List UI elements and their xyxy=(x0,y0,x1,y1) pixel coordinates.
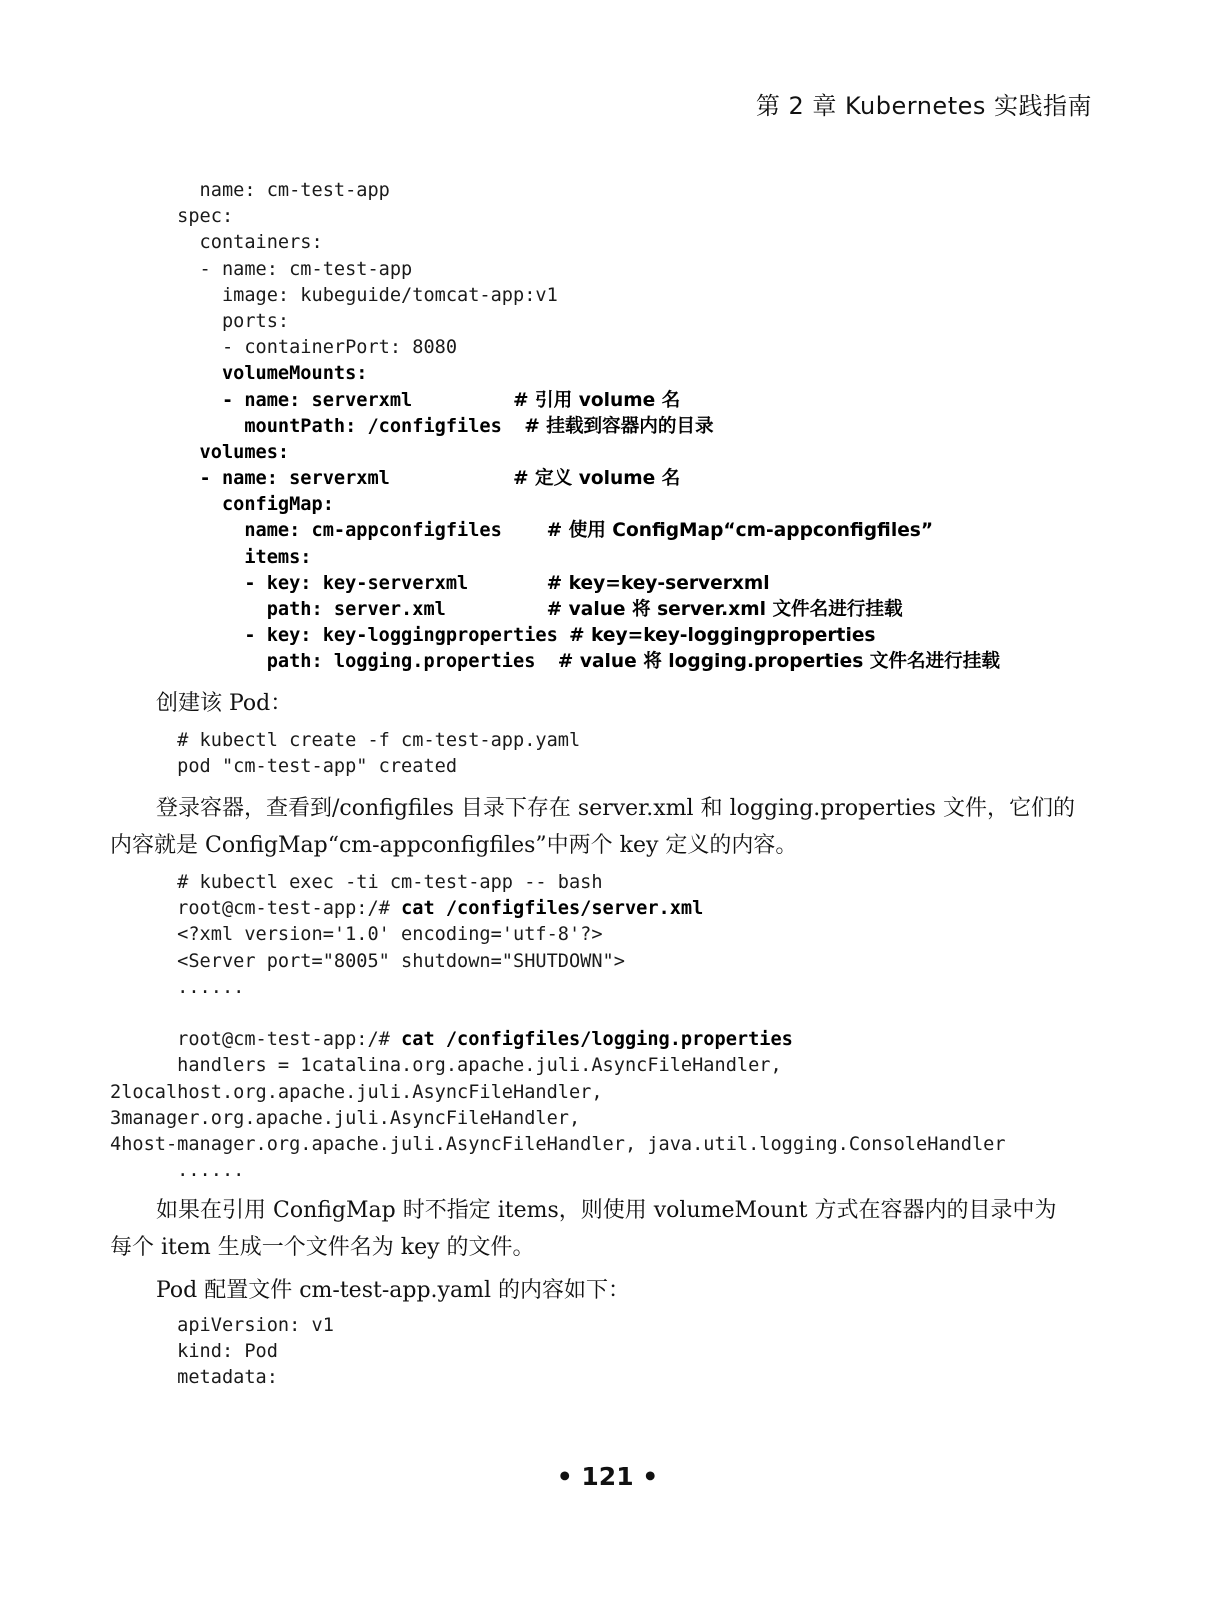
code-line xyxy=(110,571,1000,597)
code-line xyxy=(110,492,1000,518)
code-line: 4host-manager.org.apache.juli.AsyncFileHandler, java.util.logging.ConsoleHandler xyxy=(110,1133,1006,1155)
code-text: items: xyxy=(110,546,312,568)
code-text: - name: serverxml xyxy=(110,468,513,490)
code-line: kind: Pod xyxy=(110,1341,278,1363)
yaml-code-block-top xyxy=(110,178,1000,676)
code-line xyxy=(110,1027,1006,1053)
code-line: name: cm-test-app xyxy=(110,180,390,201)
code-comment: # 引用 volume 名 xyxy=(513,389,681,411)
code-line: # kubectl exec -ti cm-test-app -- bash xyxy=(110,872,603,893)
code-text: path: logging.properties xyxy=(110,651,558,673)
code-line: handlers = 1catalina.org.apache.juli.AsyncFileHandler, xyxy=(110,1055,782,1077)
paragraph-create-pod: 创建该 Pod： xyxy=(156,691,293,716)
code-line: pod "cm-test-app" created xyxy=(110,756,458,778)
code-line xyxy=(110,466,1000,492)
code-text: - name: serverxml xyxy=(110,389,513,411)
code-line: 2localhost.org.apache.juli.AsyncFileHandler, xyxy=(110,1081,603,1103)
code-text: volumeMounts: xyxy=(110,363,368,385)
shell-prompt: root@cm-test-app:/# xyxy=(110,898,402,920)
yaml-code-block-bottom xyxy=(110,1313,334,1392)
code-line xyxy=(110,649,1000,675)
code-line xyxy=(110,597,1000,623)
code-line: 3manager.org.apache.juli.AsyncFileHandler, xyxy=(110,1107,581,1129)
code-text: - key: key-serverxml xyxy=(110,572,547,594)
code-line: <Server port="8005" shutdown="SHUTDOWN"> xyxy=(110,950,625,972)
code-line: spec: xyxy=(110,206,234,228)
paragraph-login-container: 登录容器，查看到/configfiles 目录下存在 server.xml 和 logging.properties 文件，它们的内容就是 ConfigMap“cm-appconfigfiles”中两个 key 定义的内容。 xyxy=(110,796,1075,858)
shell-command: cat /configfiles/logging.properties xyxy=(401,1029,793,1051)
page-number: • 121 • xyxy=(556,1462,659,1491)
code-line: apiVersion: v1 xyxy=(110,1315,334,1336)
shell-command: cat /configfiles/server.xml xyxy=(401,898,704,920)
code-line xyxy=(110,518,1000,544)
code-line xyxy=(110,896,1006,922)
container-shell-code-block xyxy=(110,870,1006,1184)
code-line xyxy=(110,440,1000,466)
paragraph-items-note: 如果在引用 ConfigMap 时不指定 items，则使用 volumeMount 方式在容器内的目录中为每个 item 生成一个文件名为 key 的文件。 xyxy=(110,1198,1057,1260)
code-line: containers: xyxy=(110,232,323,254)
code-line: ports: xyxy=(110,310,290,332)
code-line: # kubectl create -f cm-test-app.yaml xyxy=(110,730,581,751)
code-text: mountPath: /configfiles xyxy=(110,415,525,437)
code-comment: # 使用 ConfigMap“cm-appconfigfiles” xyxy=(546,520,934,542)
code-text: configMap: xyxy=(110,494,334,516)
code-text: volumes: xyxy=(110,441,290,463)
code-text: name: cm-appconfigfiles xyxy=(110,520,547,542)
code-comment: # value 将 server.xml 文件名进行挂载 xyxy=(546,599,903,620)
kubectl-create-code-block xyxy=(110,728,580,780)
code-line: - containerPort: 8080 xyxy=(110,337,458,359)
code-line xyxy=(110,623,1000,649)
shell-prompt: root@cm-test-app:/# xyxy=(110,1029,402,1051)
code-line: ...... xyxy=(110,1160,245,1182)
code-line: image: kubeguide/tomcat-app:v1 xyxy=(110,284,558,306)
code-comment: # key=key-serverxml xyxy=(546,572,770,594)
code-line: ...... xyxy=(110,976,245,998)
running-header: 第 2 章 Kubernetes 实践指南 xyxy=(755,92,1092,120)
code-line xyxy=(110,361,1000,387)
code-text: - key: key-loggingproperties xyxy=(110,625,569,647)
code-line xyxy=(110,545,1000,571)
code-line: <?xml version='1.0' encoding='utf-8'?> xyxy=(110,924,603,946)
code-line xyxy=(110,414,1000,440)
code-line xyxy=(110,388,1000,414)
paragraph-pod-config: Pod 配置文件 cm-test-app.yaml 的内容如下： xyxy=(156,1278,630,1303)
code-text: path: server.xml xyxy=(110,599,547,620)
code-comment: # value 将 logging.properties 文件名进行挂载 xyxy=(557,651,1000,673)
code-comment: # 挂载到容器内的目录 xyxy=(524,415,714,437)
code-line: - name: cm-test-app xyxy=(110,258,413,280)
code-line: metadata: xyxy=(110,1367,278,1389)
code-comment: # 定义 volume 名 xyxy=(513,468,681,490)
code-line xyxy=(110,1001,1006,1027)
code-comment: # key=key-loggingproperties xyxy=(568,625,876,647)
